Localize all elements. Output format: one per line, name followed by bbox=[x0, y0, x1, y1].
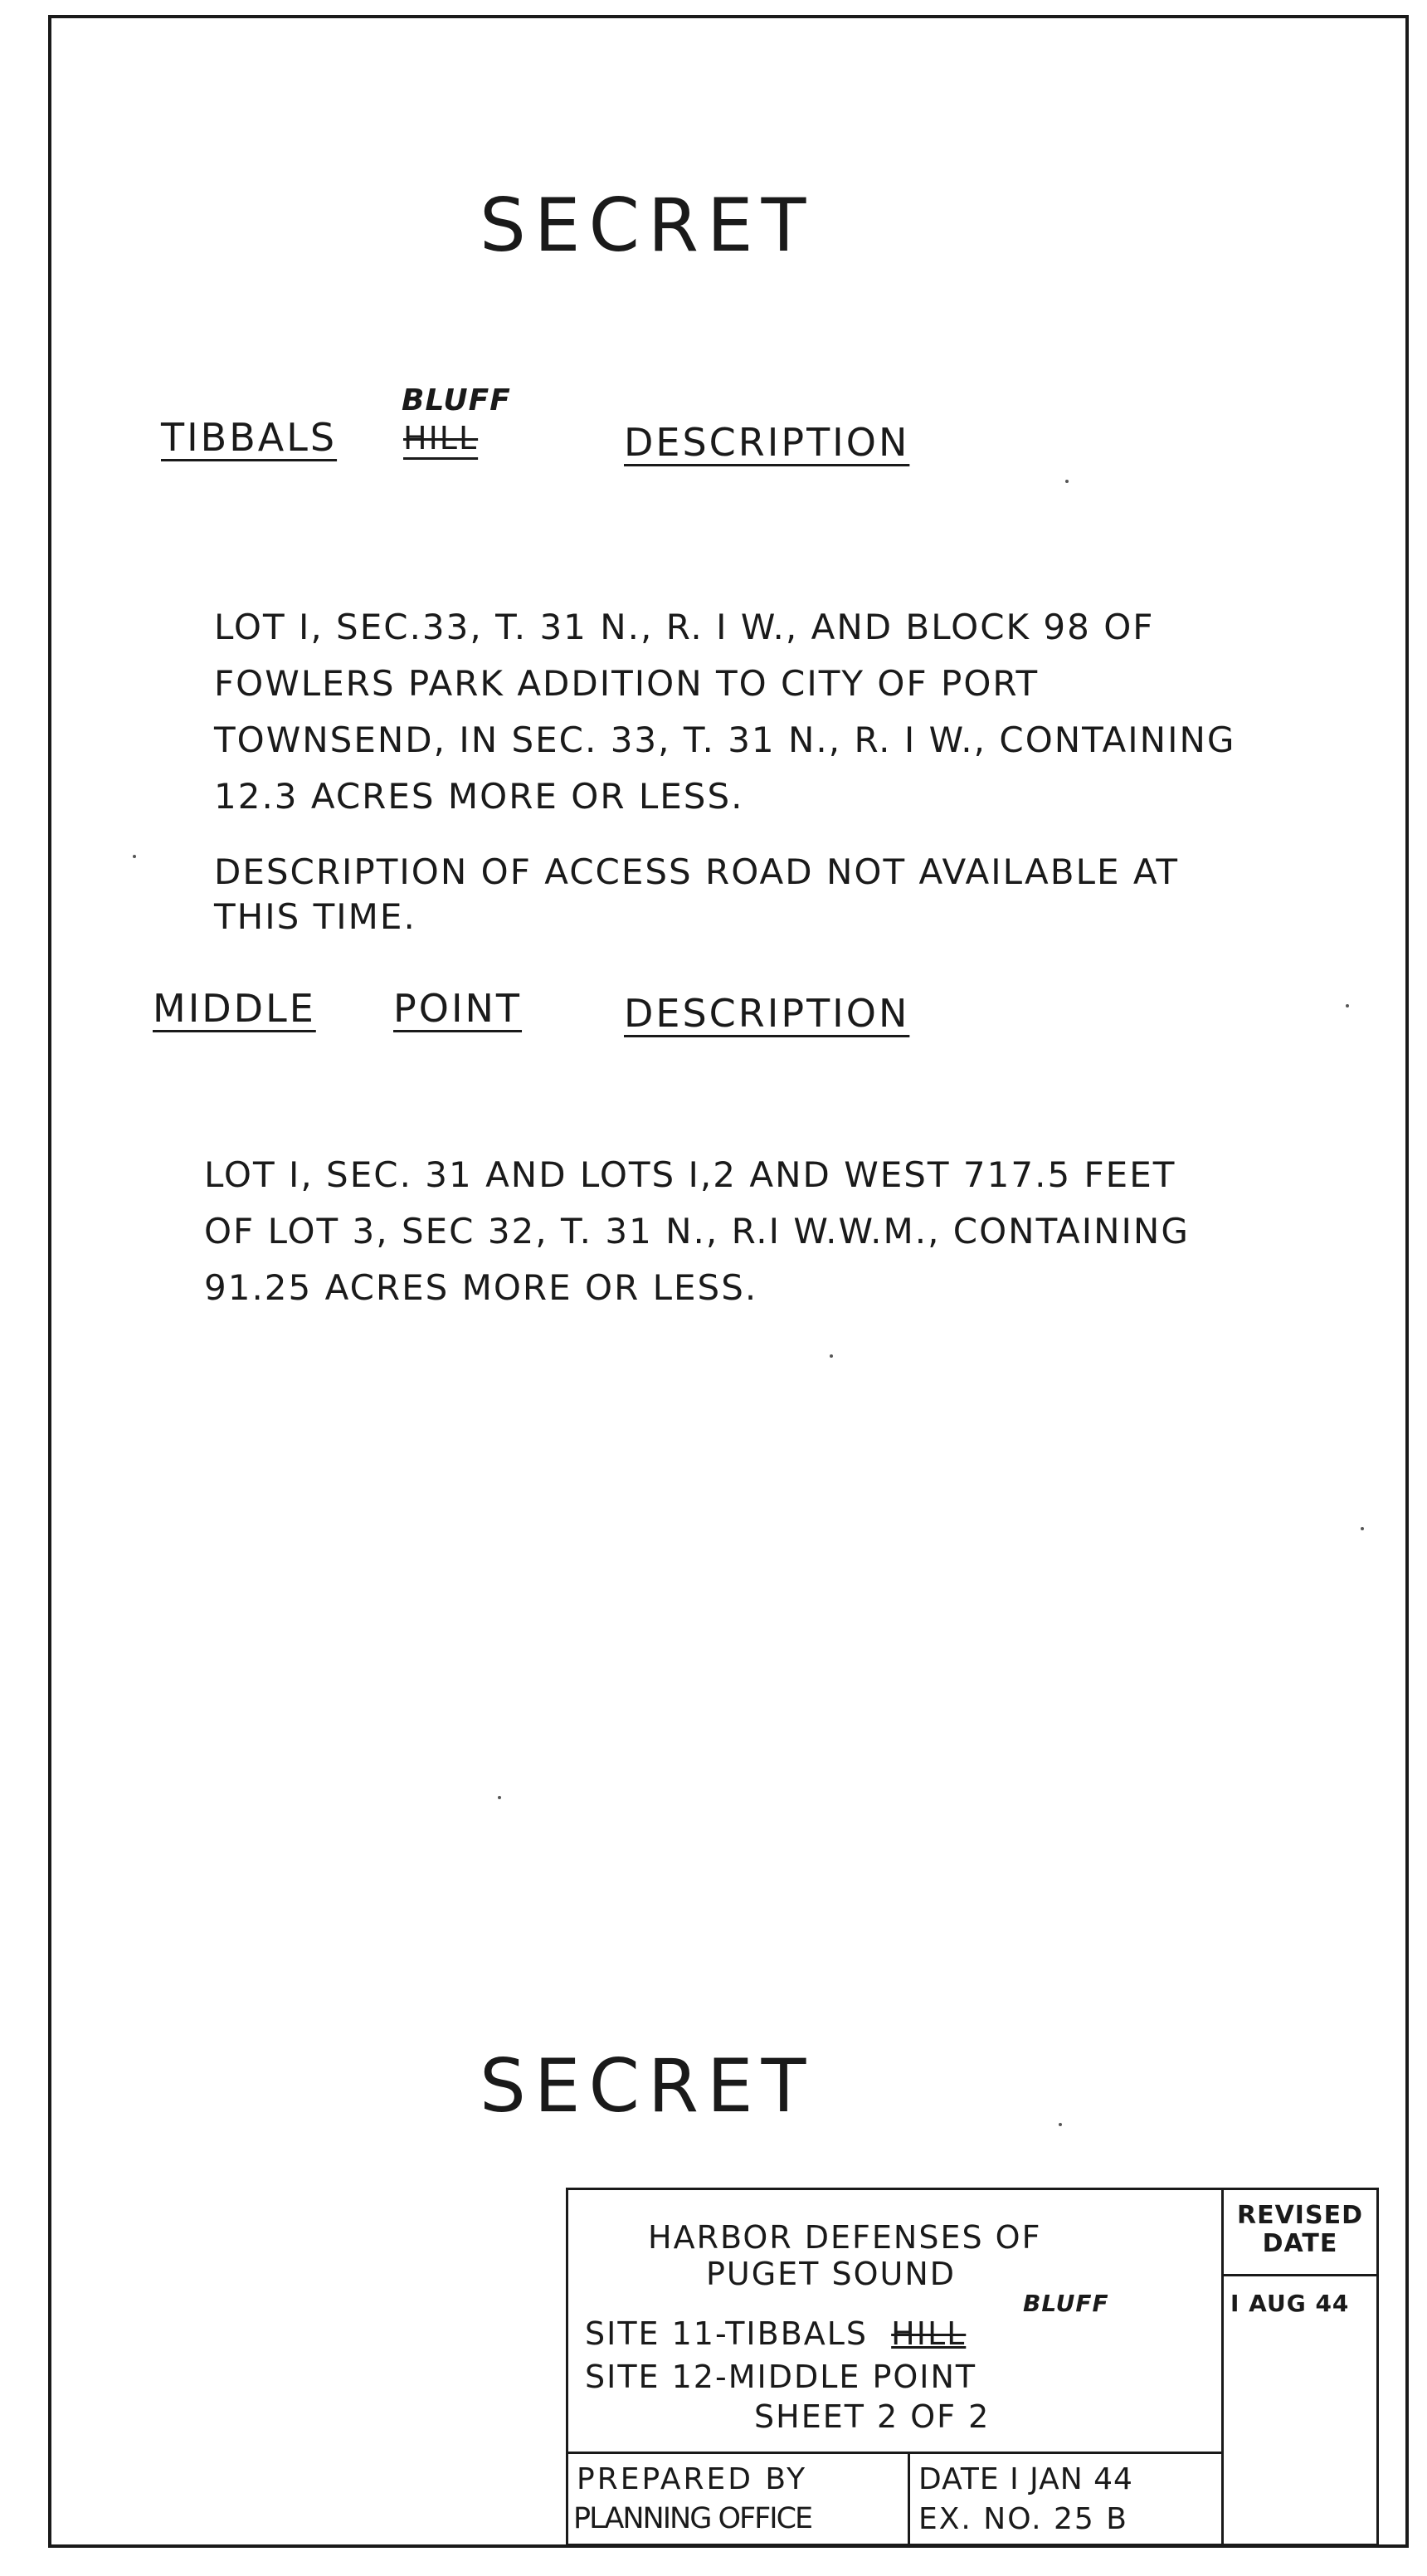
paragraph-line: FOWLERS PARK ADDITION TO CITY OF PORT bbox=[214, 663, 1040, 704]
scan-speck bbox=[133, 855, 136, 858]
middle-point-heading-word2: POINT bbox=[393, 986, 523, 1031]
middle-point-description-paragraph bbox=[204, 1147, 1190, 1316]
tibbals-heading-description: DESCRIPTION bbox=[624, 420, 910, 465]
site-11-line bbox=[585, 2315, 967, 2352]
prepared-by-line1: PREPARED BY bbox=[577, 2462, 808, 2496]
access-road-note bbox=[214, 850, 1179, 939]
title-line-1: HARBOR DEFENSES OF bbox=[648, 2219, 1042, 2256]
paragraph-line: 12.3 ACRES MORE OR LESS. bbox=[214, 776, 744, 817]
note-line: DESCRIPTION OF ACCESS ROAD NOT AVAILABLE AT bbox=[214, 851, 1179, 892]
tibbals-description-paragraph bbox=[214, 599, 1235, 825]
date-exhibit-cell bbox=[910, 2454, 1224, 2544]
prepared-by-cell bbox=[568, 2454, 910, 2544]
site-11-prefix: SITE 11-TIBBALS bbox=[585, 2315, 869, 2352]
exhibit-number: EX. NO. 25 B bbox=[918, 2502, 1128, 2536]
sheet-number: SHEET 2 OF 2 bbox=[754, 2398, 991, 2435]
paragraph-line: TOWNSEND, IN SEC. 33, T. 31 N., R. I W., CONTAINING bbox=[214, 720, 1236, 760]
revised-date-cell bbox=[1224, 2190, 1376, 2544]
scan-speck bbox=[1059, 2123, 1062, 2126]
revised-label-line1: REVISED bbox=[1237, 2201, 1363, 2230]
revised-value: I AUG 44 bbox=[1230, 2290, 1350, 2317]
site-11-correction: BLUFF bbox=[1023, 2290, 1109, 2317]
revised-label bbox=[1224, 2190, 1376, 2276]
tibbals-heading-struck bbox=[403, 420, 478, 456]
scan-speck bbox=[830, 1354, 833, 1358]
site-11-struck: HILL bbox=[891, 2315, 967, 2352]
site-12-line: SITE 12-MIDDLE POINT bbox=[585, 2359, 977, 2395]
paragraph-line: 91.25 ACRES MORE OR LESS. bbox=[204, 1267, 758, 1308]
scan-speck bbox=[1065, 480, 1069, 483]
prepared-by-line2: PLANNING OFFICE bbox=[573, 2502, 812, 2535]
middle-point-heading-word1: MIDDLE bbox=[153, 986, 316, 1031]
scan-speck bbox=[1361, 1527, 1364, 1530]
revised-label-line2: DATE bbox=[1262, 2229, 1338, 2258]
scan-speck bbox=[1346, 1004, 1349, 1007]
drawing-date: DATE I JAN 44 bbox=[918, 2462, 1133, 2496]
scan-speck bbox=[498, 1796, 501, 1799]
paragraph-line: LOT I, SEC.33, T. 31 N., R. I W., AND BLOCK 98 OF bbox=[214, 607, 1155, 647]
paragraph-line: OF LOT 3, SEC 32, T. 31 N., R.I W.W.M., CONTAINING bbox=[204, 1211, 1190, 1251]
tibbals-heading-correction: BLUFF bbox=[402, 383, 511, 417]
secret-stamp-bottom: SECRET bbox=[480, 2043, 815, 2129]
tibbals-heading-name: TIBBALS bbox=[161, 415, 338, 460]
secret-stamp-top: SECRET bbox=[480, 183, 815, 268]
title-block bbox=[566, 2188, 1379, 2546]
paragraph-line: LOT I, SEC. 31 AND LOTS I,2 AND WEST 717.5 FEET bbox=[204, 1154, 1176, 1195]
struck-word: HILL bbox=[403, 420, 479, 456]
title-line-2: PUGET SOUND bbox=[706, 2256, 957, 2292]
note-line: THIS TIME. bbox=[214, 896, 416, 937]
middle-point-heading-description: DESCRIPTION bbox=[624, 991, 910, 1036]
title-block-main-cell bbox=[568, 2190, 1224, 2454]
